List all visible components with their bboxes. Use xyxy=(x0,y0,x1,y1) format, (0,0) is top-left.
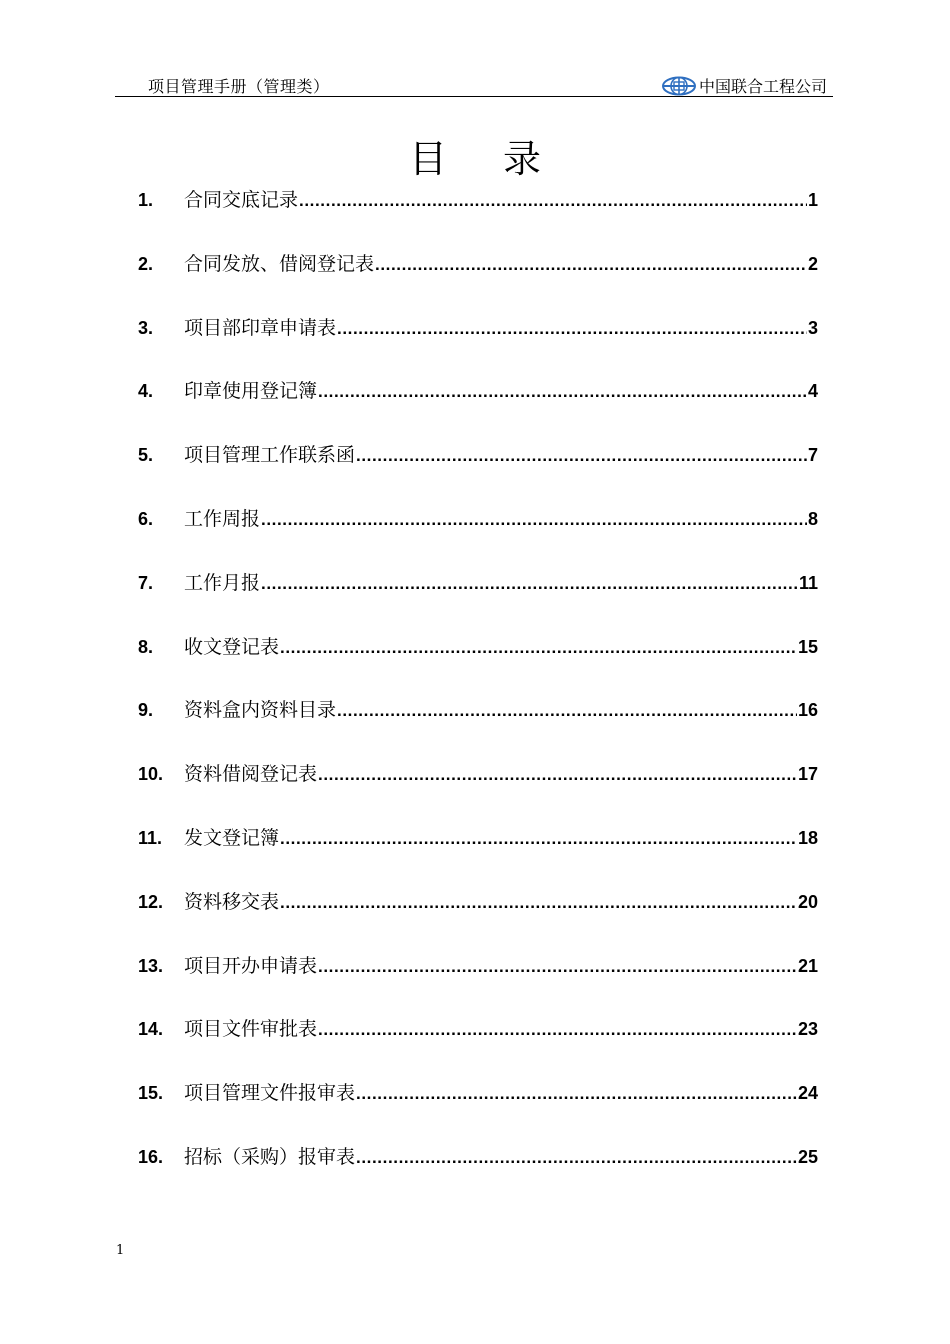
company-header xyxy=(661,74,827,97)
manual-title: 项目管理手册（管理类） xyxy=(148,77,330,96)
toc-entry-number: 14. xyxy=(138,1019,164,1040)
toc-entry-number: 1. xyxy=(138,190,154,210)
toc-entry[interactable] xyxy=(138,758,818,822)
toc-dot-leader xyxy=(280,823,797,855)
toc-entry-number: 3. xyxy=(138,317,154,338)
toc-entry-page: 17 xyxy=(797,764,818,785)
toc-entry[interactable] xyxy=(138,503,818,567)
toc-entry[interactable] xyxy=(138,184,818,248)
toc-dot-leader xyxy=(337,695,797,727)
toc-entry-page: 16 xyxy=(797,700,818,721)
toc-entry[interactable] xyxy=(138,567,818,631)
toc-entry-title: 资料移交表 xyxy=(184,890,280,913)
toc-entry-title: 项目管理文件报审表 xyxy=(184,1082,356,1105)
toc-entry-title: 工作周报 xyxy=(184,507,261,530)
toc-entry[interactable] xyxy=(138,694,818,758)
toc-entry-title: 合同发放、借阅登记表 xyxy=(184,252,375,275)
toc-entry[interactable] xyxy=(138,631,818,695)
toc-entry-page: 7 xyxy=(807,445,818,466)
toc-entry-page: 3 xyxy=(807,317,818,338)
toc-dot-leader xyxy=(356,1142,797,1174)
toc-entry[interactable] xyxy=(138,886,818,950)
toc-entry[interactable] xyxy=(138,439,818,503)
toc-dot-leader xyxy=(280,887,797,919)
toc-entry-title: 项目文件审批表 xyxy=(184,1018,318,1041)
toc-entry-page: 24 xyxy=(797,1083,818,1104)
toc-entry[interactable] xyxy=(138,1013,818,1077)
page-number: 1 xyxy=(116,1243,125,1258)
page-header xyxy=(115,70,833,97)
toc-entry-title: 合同交底记录 xyxy=(184,189,299,211)
toc-dot-leader xyxy=(318,759,797,791)
toc-entry-number: 11. xyxy=(138,827,163,848)
toc-entry[interactable] xyxy=(138,312,818,376)
toc-entry-page: 20 xyxy=(797,891,818,912)
toc-entry-number: 8. xyxy=(138,636,154,657)
toc-entry-number: 7. xyxy=(138,572,154,593)
toc-entry-number: 6. xyxy=(138,508,154,529)
toc-entry-page: 21 xyxy=(797,955,818,976)
toc-entry-number: 2. xyxy=(138,253,154,274)
toc-entry-page: 11 xyxy=(798,572,818,593)
toc-dot-leader xyxy=(299,185,807,217)
toc-entry-title: 资料借阅登记表 xyxy=(184,763,318,786)
toc-entry-title: 项目部印章申请表 xyxy=(184,316,337,339)
toc-entry-title: 项目管理工作联系函 xyxy=(184,444,356,467)
company-logo-icon xyxy=(661,76,697,96)
toc-entry-number: 4. xyxy=(138,381,154,402)
toc-entry-number: 15. xyxy=(138,1083,164,1104)
toc-entry-title: 工作月报 xyxy=(184,571,261,594)
toc-entry-page: 23 xyxy=(797,1019,818,1040)
table-of-contents xyxy=(138,184,818,1205)
toc-dot-leader xyxy=(337,313,807,345)
toc-entry-title: 收文登记表 xyxy=(184,635,280,658)
toc-entry[interactable] xyxy=(138,1141,818,1205)
toc-dot-leader xyxy=(356,440,807,472)
toc-title: 目录 xyxy=(408,137,597,181)
toc-entry-page: 18 xyxy=(797,827,818,848)
toc-entry-number: 5. xyxy=(138,445,154,466)
toc-entry-number: 16. xyxy=(138,1146,164,1167)
toc-dot-leader xyxy=(261,504,807,536)
toc-entry[interactable] xyxy=(138,950,818,1014)
toc-entry-title: 印章使用登记簿 xyxy=(184,380,318,403)
toc-entry-page: 8 xyxy=(807,508,818,529)
toc-entry-number: 10. xyxy=(138,764,164,785)
toc-entry-title: 项目开办申请表 xyxy=(184,954,318,977)
toc-dot-leader xyxy=(318,376,807,408)
toc-entry-page: 25 xyxy=(797,1146,818,1167)
toc-entry-number: 13. xyxy=(138,955,164,976)
toc-dot-leader xyxy=(375,249,807,281)
toc-entry-page: 2 xyxy=(807,253,818,274)
toc-entry-page: 15 xyxy=(797,636,818,657)
toc-entry-title: 发文登记簿 xyxy=(184,826,280,849)
toc-dot-leader xyxy=(318,1014,797,1046)
toc-entry[interactable] xyxy=(138,1077,818,1141)
toc-dot-leader xyxy=(318,951,797,983)
toc-entry-title: 资料盒内资料目录 xyxy=(184,699,337,722)
toc-entry[interactable] xyxy=(138,375,818,439)
toc-dot-leader xyxy=(280,632,797,664)
toc-entry-page: 4 xyxy=(807,381,818,402)
toc-dot-leader xyxy=(356,1078,797,1110)
toc-entry-title: 招标（采购）报审表 xyxy=(184,1145,356,1168)
toc-entry-page: 1 xyxy=(807,190,818,210)
toc-entry-number: 12. xyxy=(138,891,164,912)
company-name: 中国联合工程公司 xyxy=(698,77,827,96)
toc-dot-leader xyxy=(261,568,798,600)
toc-entry[interactable] xyxy=(138,822,818,886)
toc-entry[interactable] xyxy=(138,248,818,312)
toc-entry-number: 9. xyxy=(138,700,154,721)
